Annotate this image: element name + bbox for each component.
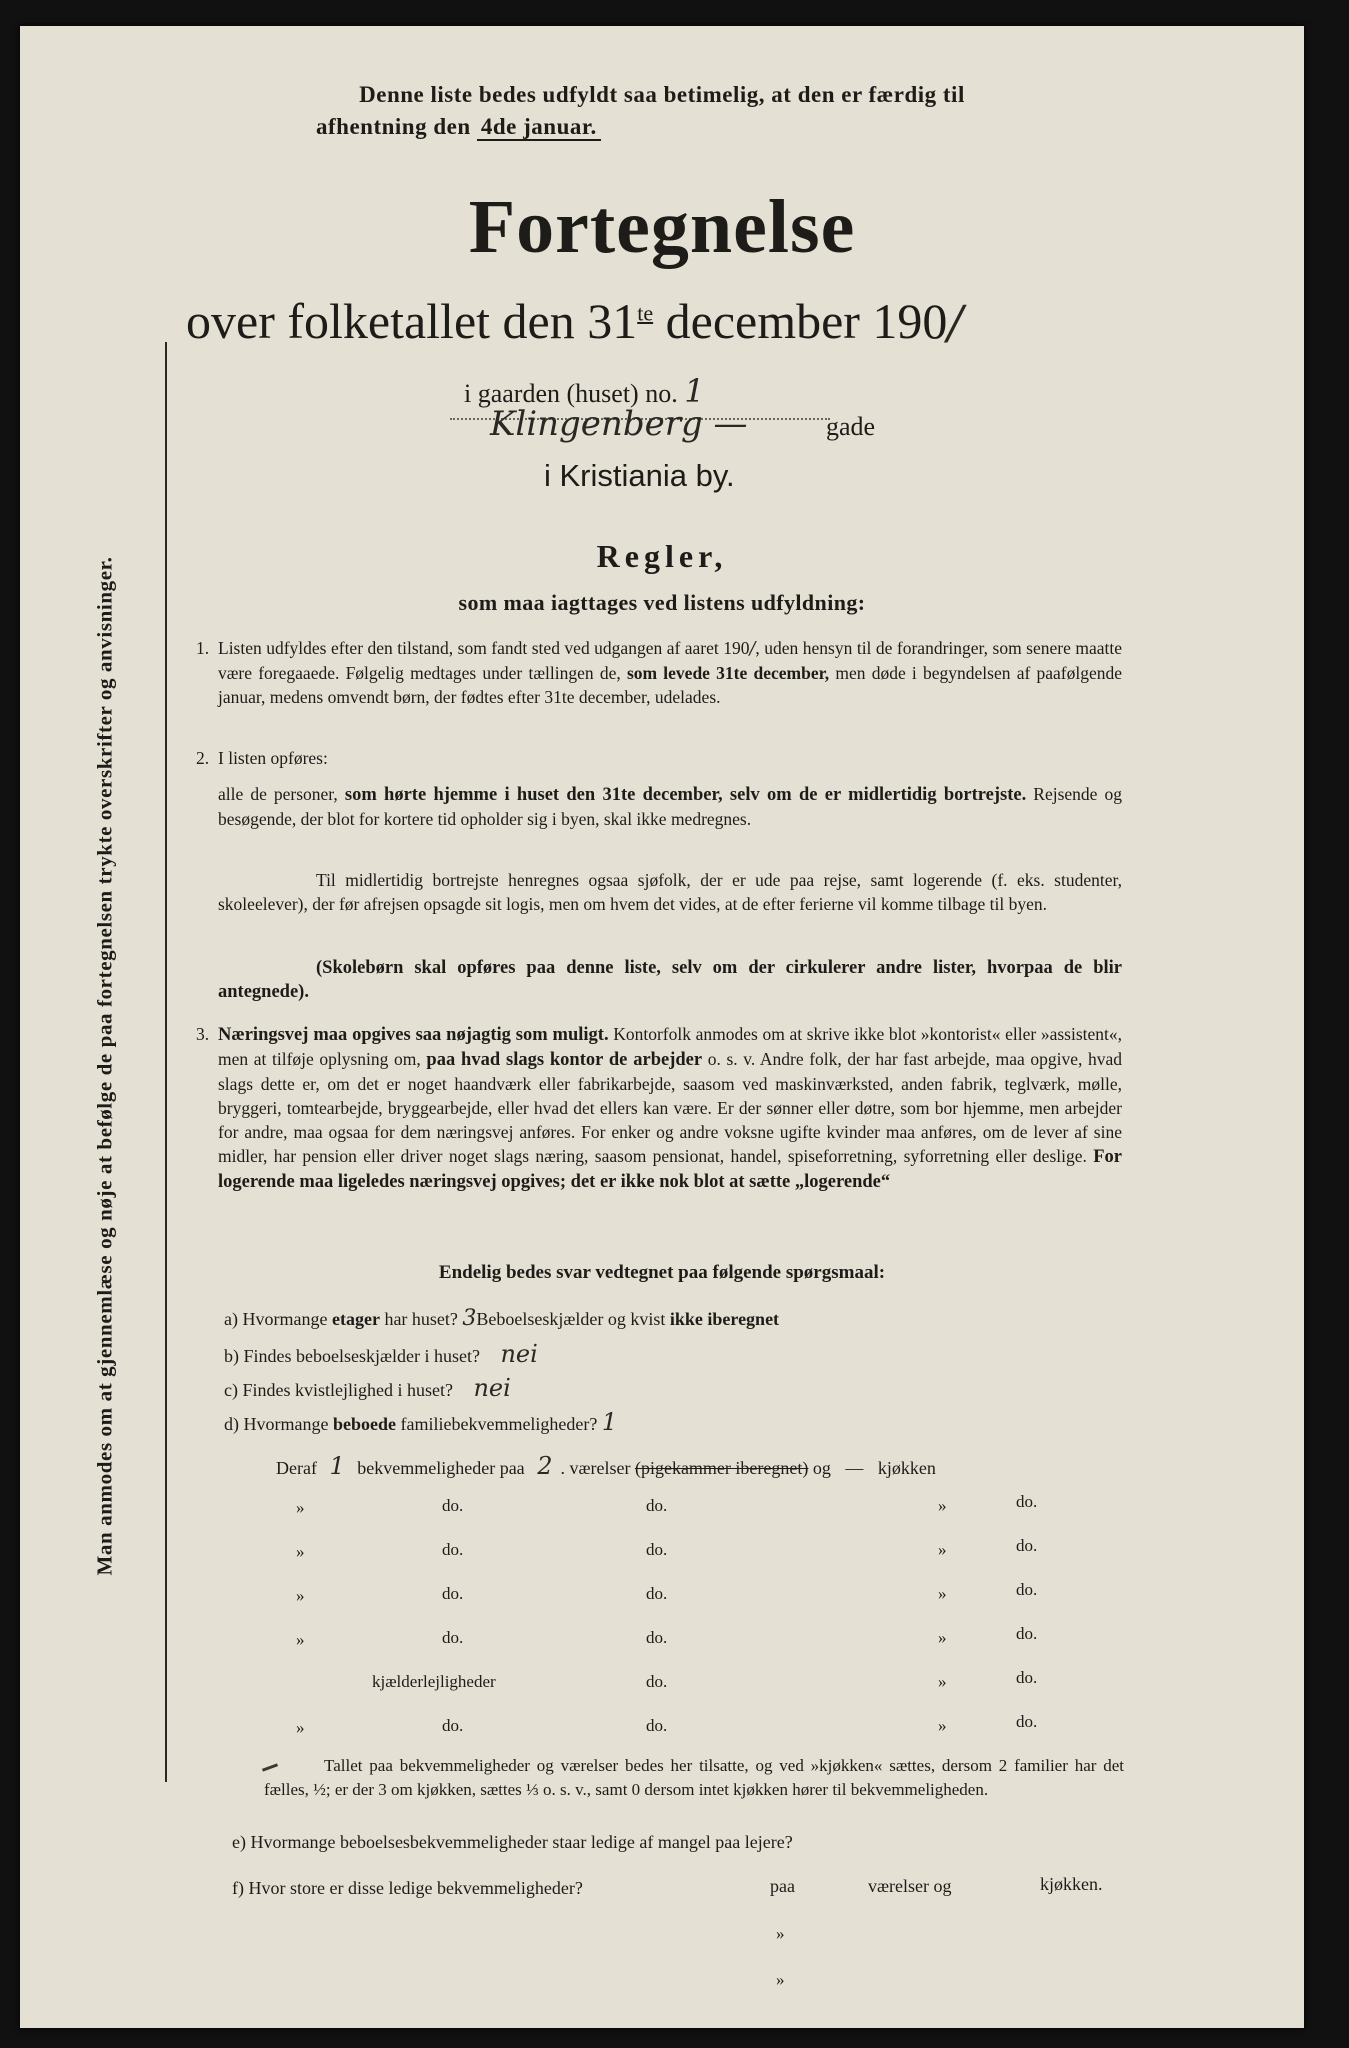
ditto-mark: » <box>938 1496 947 1515</box>
question-d-pre: Hvormange <box>243 1414 329 1434</box>
rooms-note: Tallet paa bekvemmeligheder og værelser bedes her tilsatte, og ved »kjøkken« sættes, dersom 2 familier har det fælles, ½; er der 3 om kjøkken, sættes ⅓ o. s. v., samt 0 dersom intet kjøkken hører til bekvemmeligheden. <box>264 1756 1124 1799</box>
ditto-mark: » <box>776 1924 785 1943</box>
rules-subheading: som maa iagttages ved listens udfyldning: <box>458 590 866 615</box>
ditto-do: do. <box>442 1628 464 1647</box>
question-f-vaer: værelser og <box>868 1876 952 1896</box>
ditto-mark: » <box>938 1584 947 1603</box>
kjaelder-label: kjælderlejligheder <box>372 1672 496 1691</box>
ditto-mark: » <box>296 1498 305 1517</box>
ditto-do: do. <box>646 1628 668 1647</box>
ditto-do: do. <box>1016 1712 1038 1731</box>
rule-1-c: men døde i begyndelsen af paafølgende januar, medens omvendt børn, der fødtes efter 31te december, udelades. <box>218 663 1123 707</box>
census-form-sheet <box>20 26 1304 2028</box>
question-c-label: c) <box>224 1380 238 1400</box>
rule-1-b: , uden hensyn til de forandringer, som senere maatte være foregaaede. Følgelig medtages under tællingen de, <box>218 638 1122 683</box>
subtitle-sup: te <box>637 300 654 326</box>
question-a-post: Beboelseskjælder og kvist <box>476 1309 666 1329</box>
rule-2-b: Rejsende og besøgende, der blot for kortere tid opholder sig i byen, skal ikke medregnes. <box>218 784 1122 829</box>
subtitle-suffix: december 190 <box>665 293 948 349</box>
ditto-mark: » <box>296 1718 305 1737</box>
rule-2-text <box>218 782 1122 831</box>
rule-2-a: alle de personer, <box>218 784 338 804</box>
question-b <box>224 1340 538 1368</box>
ditto-mark: » <box>938 1716 947 1735</box>
question-f-text: Hvor store er disse ledige bekvemmeligheder? <box>248 1878 583 1898</box>
question-c-answer: nei <box>473 1374 511 1402</box>
rule-2-lead: I listen opføres: <box>218 748 328 768</box>
rule-2-paragraph-2: Til midlertidig bortrejste henregnes ogsaa sjøfolk, der er ude paa rejse, samt logerende (f. eks. studenter, skoleelever), der før afrejsen opsagde sit logis, men om hvem det vides, at de efter ferierne vil komme tilbage til byen. <box>218 870 1122 914</box>
question-a <box>224 1306 779 1331</box>
rule-1-year: / <box>749 639 756 659</box>
ditto-do: do. <box>1016 1668 1038 1687</box>
ditto-mark: » <box>938 1540 947 1559</box>
ditto-do: do. <box>442 1584 464 1603</box>
form-title: Fortegnelse <box>468 185 856 269</box>
rule-2-number: 2. <box>196 748 210 768</box>
question-f <box>232 1878 583 1899</box>
rule-3-bold-2: paa hvad slags kontor de arbejder <box>426 1050 703 1070</box>
house-number: 1 <box>684 372 705 410</box>
deraf-row <box>276 1452 936 1480</box>
rule-1-number: 1. <box>196 638 210 658</box>
ditto-do: do. <box>442 1496 464 1515</box>
rule-1-a: Listen udfyldes efter den tilstand, som fandt sted ved udgangen af aaret 190 <box>218 638 750 658</box>
deraf-kjokken: kjøkken <box>877 1458 936 1478</box>
ditto-do: do. <box>442 1540 464 1559</box>
deraf-dash: — <box>845 1458 864 1478</box>
ditto-mark: » <box>296 1542 305 1561</box>
street-suffix: gade <box>826 412 876 441</box>
question-a-bold-2: ikke iberegnet <box>669 1309 780 1329</box>
question-b-label: b) <box>224 1346 239 1366</box>
notice-prefix: afhentning den <box>316 114 471 139</box>
question-d <box>224 1408 617 1436</box>
deraf-og: og <box>812 1458 831 1478</box>
rule-1-bold: som levede 31te december, <box>626 663 830 683</box>
question-b-text: Findes beboelseskjælder i huset? <box>243 1346 480 1366</box>
question-a-mid: har huset? <box>384 1309 458 1329</box>
ditto-do: do. <box>442 1716 464 1735</box>
ditto-mark: » <box>776 1970 785 1989</box>
year-handwritten: / <box>947 295 963 349</box>
rule-3-number: 3. <box>196 1024 210 1044</box>
question-d-post: familiebekvemmeligheder? <box>400 1414 598 1434</box>
rule-3-a: Kontorfolk anmodes om at skrive ikke blot »kontorist« eller »assistent«, men at tilføje oplysning om, <box>218 1024 1123 1069</box>
question-d-answer: 1 <box>601 1408 618 1436</box>
ditto-do: do. <box>1016 1580 1038 1599</box>
rule-3-text <box>218 1022 1122 1194</box>
street-handwritten: Klingenberg — <box>490 404 748 444</box>
question-a-pre: Hvormange <box>242 1309 328 1329</box>
ditto-mark: » <box>938 1672 947 1691</box>
ditto-do: do. <box>646 1584 668 1603</box>
rules-heading: Regler, <box>596 538 728 574</box>
rule-2-paragraph-3: (Skolebørn skal opføres paa denne liste, selv om der cirkulerer andre lister, hvorpaa de blir antegnede). <box>218 958 1122 1002</box>
notice-line-2 <box>316 114 601 140</box>
deraf-count: 1 <box>329 1452 345 1480</box>
deraf-label: Deraf <box>276 1458 317 1478</box>
question-e <box>232 1832 793 1853</box>
question-a-bold: etager <box>331 1309 380 1329</box>
question-f-kjokken: kjøkken. <box>1040 1874 1103 1894</box>
question-e-label: e) <box>232 1832 246 1852</box>
question-d-label: d) <box>224 1414 239 1434</box>
side-instruction: Man anmodes om at gjennemlæse og nøje at befølge de paa fortegnelsen trykte overskrifter og anvisninger. <box>92 556 117 1576</box>
ditto-mark: » <box>296 1586 305 1605</box>
ditto-do: do. <box>646 1496 668 1515</box>
rule-2-bold: som hørte hjemme i huset den 31te december, selv om de er midlertidig bortrejste. <box>344 785 1027 805</box>
question-f-label: f) <box>232 1878 244 1898</box>
deraf-bekv: bekvemmeligheder paa <box>357 1458 525 1478</box>
ditto-do: do. <box>1016 1492 1038 1511</box>
question-d-bold: beboede <box>332 1414 396 1434</box>
notice-date: 4de januar. <box>477 114 601 141</box>
notice-line-1: Denne liste bedes udfyldt saa betimelig, at den er færdig til <box>359 82 965 107</box>
question-c-text: Findes kvistlejlighed i huset? <box>242 1380 453 1400</box>
deraf-strike: (pigekammer iberegnet) <box>634 1458 809 1478</box>
house-label: i gaarden (huset) no. <box>464 379 678 408</box>
city-line: i Kristiania by. <box>544 458 735 493</box>
question-c <box>224 1374 511 1402</box>
question-f-paa: paa <box>770 1876 795 1896</box>
ditto-do: do. <box>646 1540 668 1559</box>
rule-1-text <box>218 636 1122 709</box>
form-subtitle <box>186 292 963 350</box>
ditto-mark: » <box>296 1630 305 1649</box>
ditto-do: do. <box>646 1672 668 1691</box>
ditto-do: do. <box>1016 1624 1038 1643</box>
question-a-answer: 3 <box>462 1306 477 1331</box>
question-e-text: Hvormange beboelsesbekvemmeligheder staar ledige af mangel paa lejere? <box>250 1832 793 1852</box>
questions-intro: Endelig bedes svar vedtegnet paa følgende spørgsmaal: <box>438 1262 886 1283</box>
rule-3-bold-1: Næringsvej maa opgives saa nøjagtig som muligt. <box>218 1025 609 1045</box>
question-a-label: a) <box>224 1309 238 1329</box>
rule-3-b: o. s. v. Andre folk, der har fast arbejde, maa opgive, hvad slags dette er, om det er noget haandværk eller fabrikarbejde, saasom ved maskinværksted, anden fabrik, teglværk, mølle, bryggeri, tomtearbejde, bryggearbejde, eller hvad det ellers kan være. Er der sønner eller døtre, som bor hjemme, men arbejder for andre, maa ogsaa for dem næringsvej anføres. For enker og andre voksne ugifte kvinder maa anføres, om de lever af sine midler, har pension eller driver noget slags næring, saasom pensionat, handel, spiseforretning, syforretning eller deslige. <box>218 1049 1123 1166</box>
rule-3-bold-3: For logerende maa ligeledes næringsvej opgives; det er ikke nok blot at sætte „logerende“ <box>218 1147 1123 1192</box>
ditto-do: do. <box>646 1716 668 1735</box>
ditto-do: do. <box>1016 1536 1038 1555</box>
question-b-answer: nei <box>500 1340 538 1368</box>
ditto-mark: » <box>938 1628 947 1647</box>
subtitle-prefix: over folketallet den 31 <box>186 293 638 349</box>
deraf-vaer: . værelser <box>560 1458 631 1478</box>
deraf-rooms: 2 <box>537 1452 553 1480</box>
